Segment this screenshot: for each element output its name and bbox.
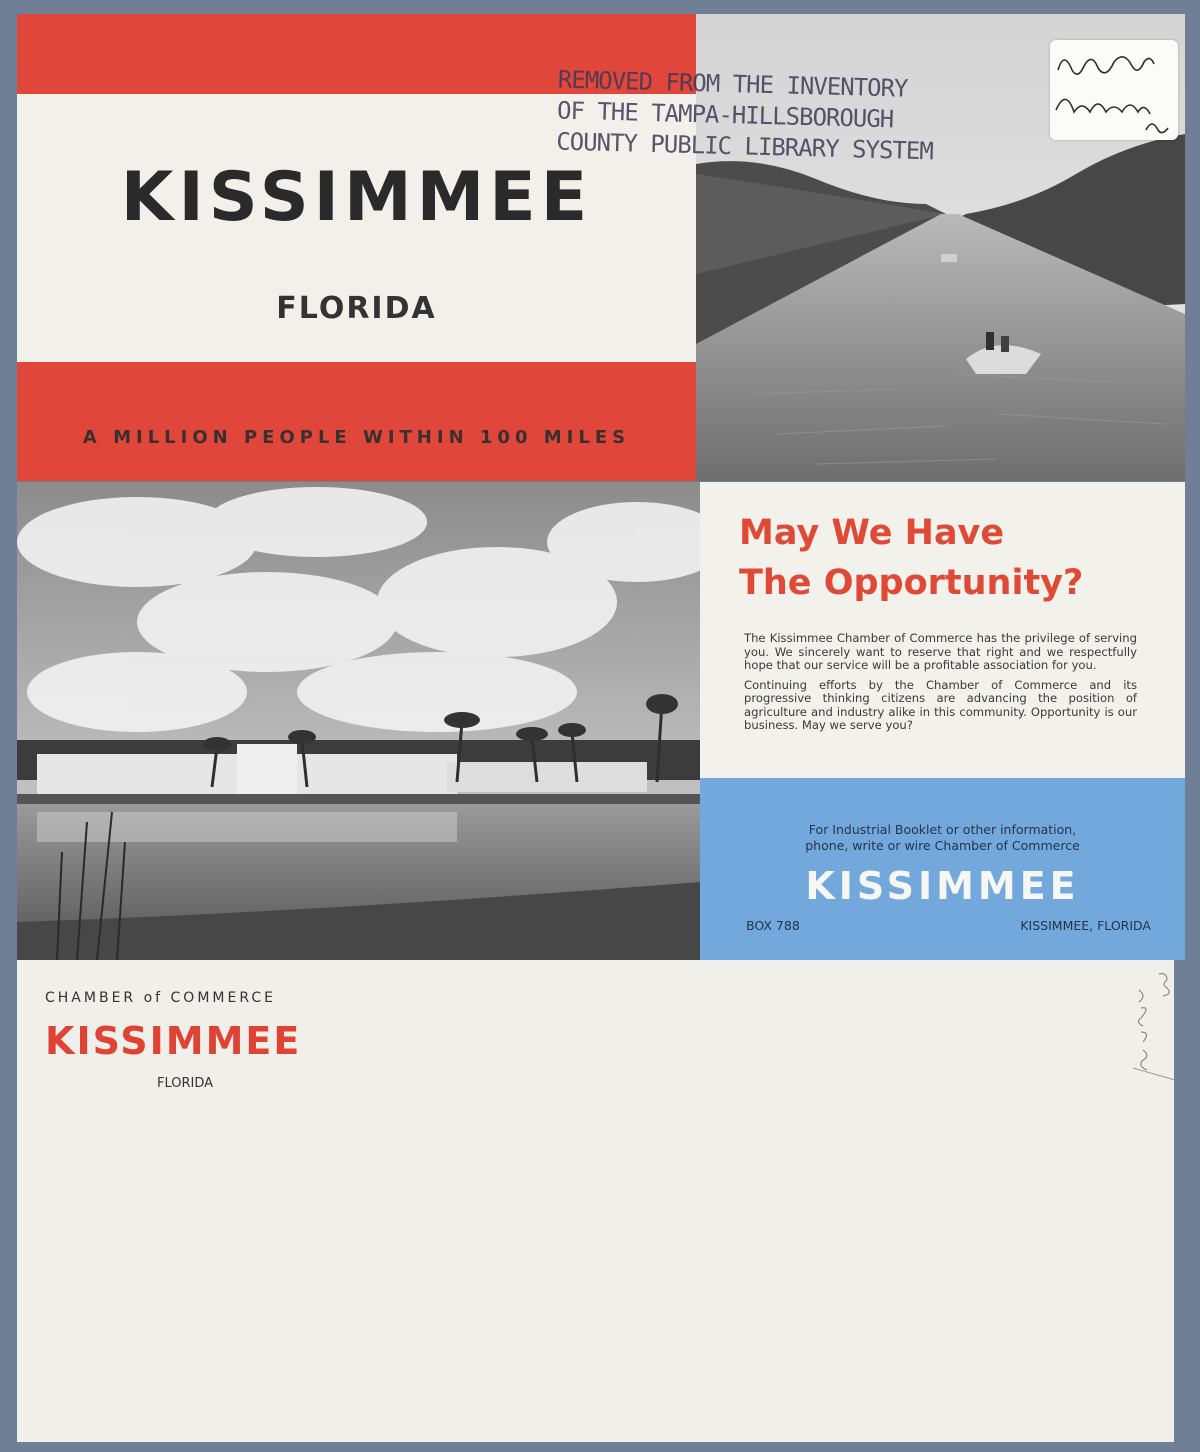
- ad-headline-line-2: The Opportunity?: [739, 563, 1084, 603]
- lakeside-building-photo: [17, 482, 700, 960]
- mailer-label: CHAMBER of COMMERCE: [45, 990, 276, 1006]
- stamp-line: REMOVED FROM THE INVENTORY: [557, 65, 908, 103]
- ad-body: [744, 632, 1137, 739]
- contact-info: [700, 822, 1185, 854]
- mailer-panel: [17, 960, 1174, 1442]
- cover-title: KISSIMMEE: [120, 158, 593, 237]
- contact-city-name: KISSIMMEE: [805, 864, 1080, 908]
- cover-subtitle: FLORIDA: [276, 291, 437, 326]
- ad-headline-line-1: May We Have: [739, 513, 1005, 553]
- stamp-line: OF THE TAMPA-HILLSBOROUGH: [556, 96, 894, 134]
- contact-po-box: BOX 788: [746, 918, 800, 933]
- stamp-line: COUNTY PUBLIC LIBRARY SYSTEM: [555, 127, 934, 166]
- contact-box: [700, 778, 1185, 960]
- library-removal-stamp: [556, 65, 978, 169]
- mailer-state: FLORIDA: [157, 1076, 214, 1091]
- contact-city-state: KISSIMMEE, FLORIDA: [1020, 918, 1151, 933]
- cover-panel: [17, 14, 1185, 481]
- contact-info-line-2: phone, write or wire Chamber of Commerce: [805, 838, 1080, 853]
- ad-paragraph-1: The Kissimmee Chamber of Commerce has the privilege of serving you. We sincerely want to reserve that right and we respectfully hope that our service will be a profitable association for you.: [744, 631, 1137, 672]
- ad-headline: [739, 508, 1083, 608]
- red-band-bottom: [17, 362, 696, 481]
- contact-info-line-1: For Industrial Booklet or other information,: [808, 822, 1077, 837]
- ad-paragraph-2: Continuing efforts by the Chamber of Commerce and its progressive thinking citizens are advancing the position of agriculture and industry alike in this community. Opportunity is our business. May we serve you?: [744, 677, 1137, 732]
- pencil-price-note: [1113, 968, 1183, 1088]
- cover-tagline: A MILLION PEOPLE WITHIN 100 MILES: [82, 427, 631, 448]
- handwriting-sticky: [1050, 40, 1178, 140]
- mailer-name: KISSIMMEE: [45, 1019, 302, 1063]
- handwritten-sticky-note: [1050, 40, 1178, 140]
- inner-panel: [17, 482, 1185, 960]
